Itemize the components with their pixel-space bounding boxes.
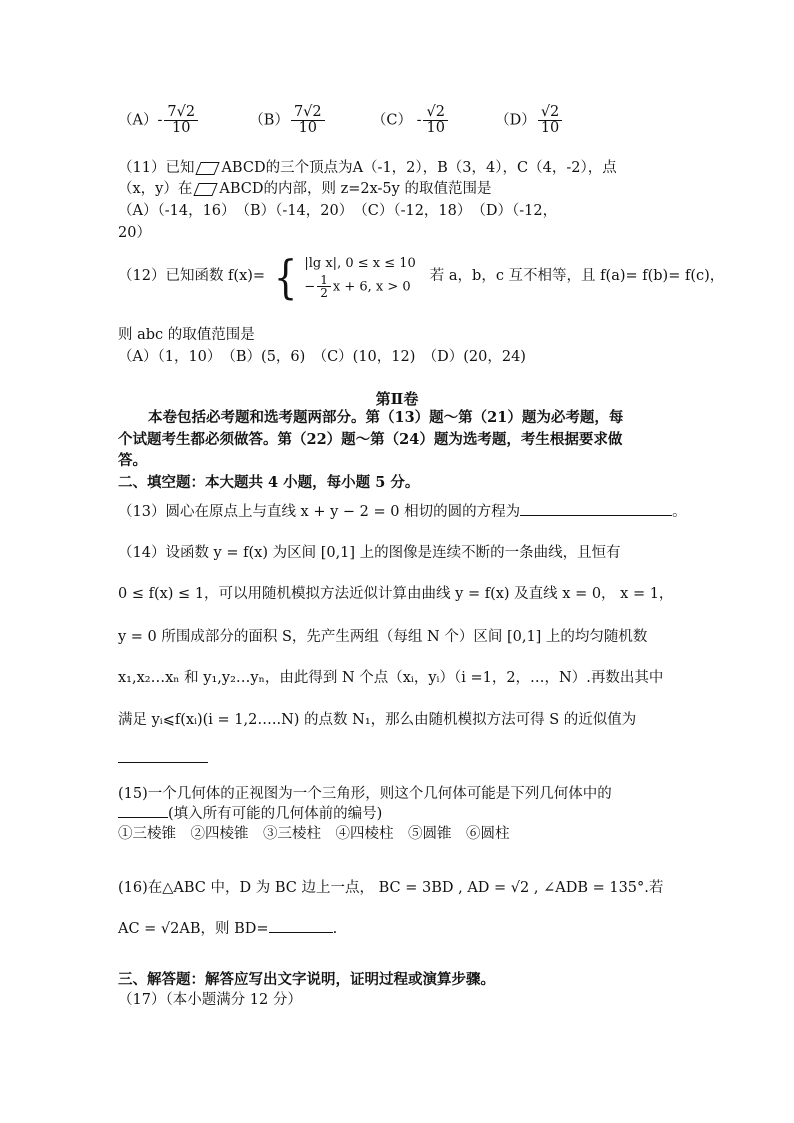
q10-options: [118, 105, 564, 136]
section2-heading: 二、填空题：本大题共 4 小题，每小题 5 分。: [118, 474, 420, 491]
q12-case2: [304, 274, 415, 300]
q14-line2: 0 ≤ f(x) ≤ 1，可以用随机模拟方法近似计算由曲线 y = f(x) 及直线 x = 0， x = 1，: [118, 586, 674, 602]
q13-end: 。: [672, 504, 687, 520]
q12-case2-fraction: [317, 274, 331, 300]
q10-option-d-label: （D）: [495, 112, 536, 129]
part2-title: 第Ⅱ卷: [375, 390, 419, 408]
q12-suffix: 若 a，b，c 互不相等，且 f(a)= f(b)= f(c)，: [429, 268, 725, 285]
q10-c-denominator: 10: [426, 120, 445, 137]
q12-piecewise: [271, 250, 416, 304]
q10-option-b-label: （B）: [249, 112, 289, 129]
q10-a-numerator: 7√2: [164, 105, 198, 121]
q10-option-c-label: （C） -: [371, 112, 422, 129]
part2-intro2: 个试题考生都必须做答。第（22）题～第（24）题为选考题，考生根据要求做: [118, 431, 623, 448]
q10-c-numerator: √2: [423, 105, 447, 121]
q15-choices: ①三棱锥 ②四棱锥 ③三棱柱 ④四棱柱 ⑤圆锥 ⑥圆柱: [118, 826, 510, 842]
q11-options: （A）（-14，16） （B）（-14，20） （C）（-12，18） （D）（-12，: [118, 203, 558, 219]
q13: [118, 504, 687, 521]
q16-line2: [118, 921, 337, 938]
q12-case2-minus: −: [304, 279, 316, 295]
q10-option-d-fraction: [538, 105, 562, 136]
q14-line1: （14）设函数 y = f(x) 为区间 [0,1] 上的图像是连续不断的一条曲线，且恒有: [118, 545, 621, 561]
q11-text2: ABCD的内部，则 z=2x-5y 的取值范围是: [219, 181, 492, 197]
q16-end: .: [332, 921, 338, 937]
q10-option-b-fraction: [291, 105, 325, 136]
q10-option-c-fraction: [423, 105, 447, 136]
q10-d-denominator: 10: [540, 120, 560, 137]
q15-answer-blank: [118, 817, 168, 818]
q14-line3: y = 0 所围成部分的面积 S，先产生两组（每组 N 个）区间 [0,1] 上的均匀随机数: [118, 629, 648, 645]
left-brace-icon: {: [274, 250, 298, 304]
q10-b-denominator: 10: [298, 120, 318, 137]
q10-option-a-fraction: [164, 105, 198, 136]
q10-b-numerator: 7√2: [291, 105, 325, 121]
q17-heading: （17）（本小题满分 12 分）: [118, 992, 302, 1008]
q15-instruction: (填入所有可能的几何体前的编号): [168, 806, 383, 822]
q16-line1: (16)在△ABC 中，D 为 BC 边上一点， BC = 3BD , AD = √2 , ∠ADB = 135°.若: [118, 880, 664, 896]
q14-answer-blank: [118, 746, 208, 768]
parallelogram-icon: [194, 183, 218, 196]
q11-line2: [118, 181, 491, 198]
q12-options: （A）（1，10） （B）(5，6) （C）(10，12) （D）(20，24): [118, 349, 526, 365]
q15-line2: [118, 806, 382, 823]
q11-prefix: （11）已知: [118, 160, 195, 176]
q11-text1: ABCD的三个顶点为A（-1，2），B（3，4），C（4，-2），点: [221, 160, 617, 176]
q10-option-a-label: （A）-: [118, 112, 163, 129]
q12-case2-den: 2: [320, 286, 328, 301]
q11-point: （x，y）在: [118, 181, 193, 197]
part2-intro3: 答。: [118, 452, 147, 469]
q15-line1: (15)一个几何体的正视图为一个三角形，则这个几何体可能是下列几何体中的: [118, 786, 612, 802]
q12-line1: [118, 250, 725, 304]
q12-line2: 则 abc 的取值范围是: [118, 327, 255, 343]
q12-case1: |lg x|, 0 ≤ x ≤ 10: [304, 256, 416, 272]
q12-case2-rest: x + 6, x > 0: [332, 279, 411, 295]
section3-heading: 三、解答题：解答应写出文字说明，证明过程或演算步骤。: [118, 971, 495, 988]
q12-prefix: （12）已知函数 f(x)=: [118, 268, 266, 285]
q11-options-cont: 20）: [118, 225, 151, 241]
q10-d-numerator: √2: [538, 105, 562, 121]
q13-answer-blank: [520, 515, 672, 516]
q16-text: AC = √2AB，则 BD=: [118, 921, 269, 937]
q11-line1: [118, 160, 617, 177]
q13-text: （13）圆心在原点上与直线 x + y − 2 = 0 相切的圆的方程为: [118, 504, 521, 520]
parallelogram-icon: [196, 162, 220, 175]
q14-line4: x₁,x₂…xₙ 和 y₁,y₂…yₙ，由此得到 N 个点（xᵢ，yᵢ）（i =1，2，…，N）.再数出其中: [118, 670, 664, 686]
q14-line5: 满足 yᵢ⩽f(xᵢ)(i = 1,2…..N) 的点数 N₁，那么由随机模拟方法可得 S 的近似值为: [118, 712, 637, 728]
q16-answer-blank: [269, 932, 333, 933]
q12-case2-num: 1: [317, 274, 331, 288]
part2-intro1: 本卷包括必考题和选考题两部分。第（13）题～第（21）题为必考题，每: [148, 409, 624, 426]
q10-a-denominator: 10: [172, 120, 191, 137]
